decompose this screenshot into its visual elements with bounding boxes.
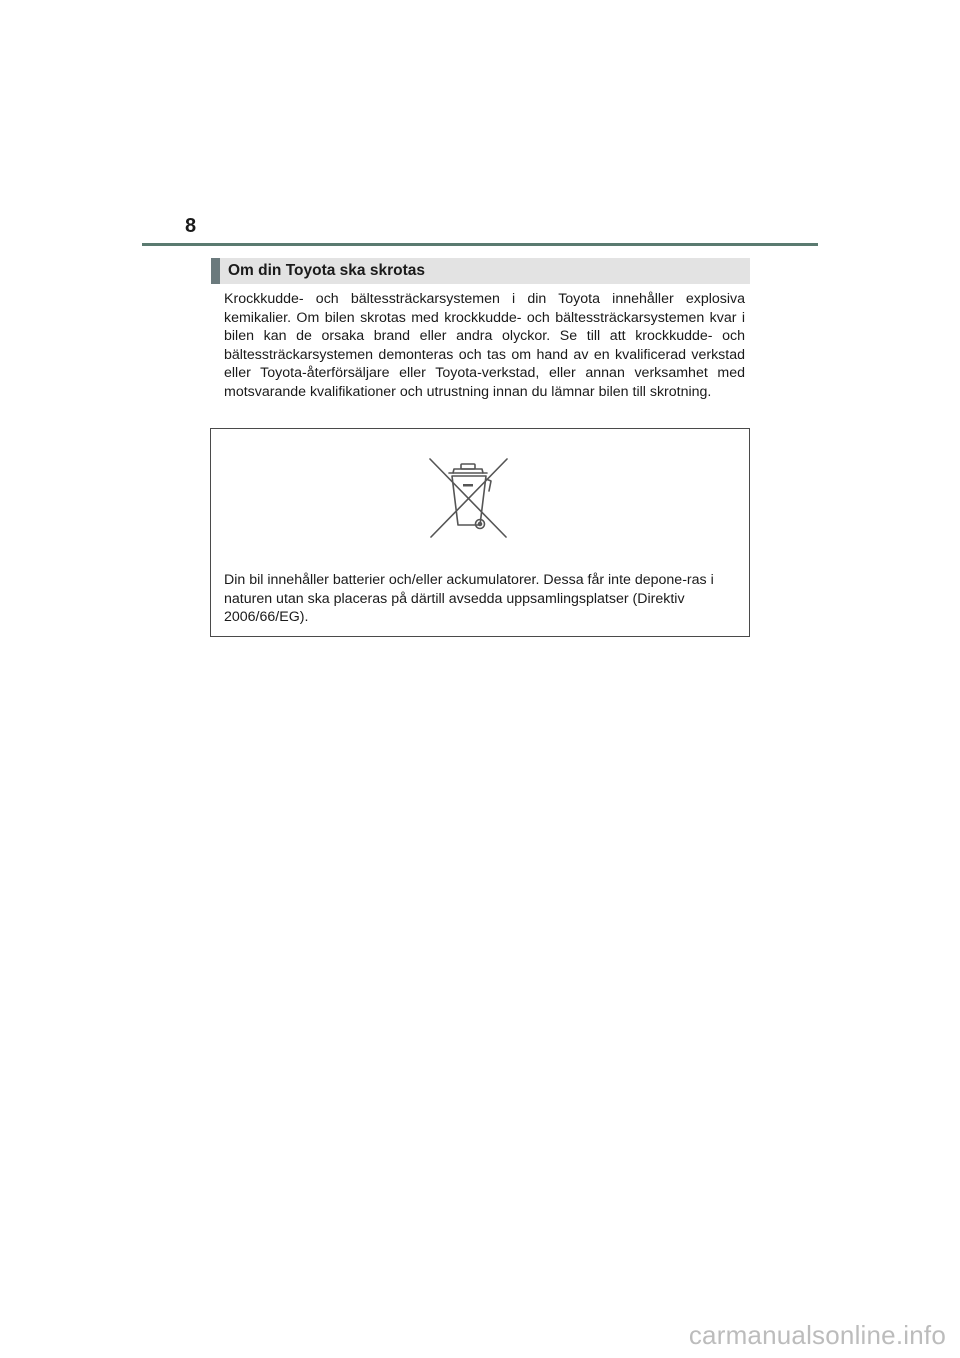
header-rule	[142, 243, 818, 246]
battery-notice-box	[210, 428, 750, 637]
watermark-text: carmanualsonline.info	[688, 1320, 946, 1350]
battery-notice-text: Din bil innehåller batterier och/eller ackumulatorer. Dessa får inte depone-ras i naturen utan ska placeras på därtill avsedda uppsamlingsplatser (Direktiv 2006/66/EG).	[224, 572, 714, 625]
crossed-out-wheelie-bin-icon	[427, 457, 509, 539]
section-heading: Om din Toyota ska skrotas	[211, 258, 750, 284]
page-number: 8	[185, 215, 197, 237]
body-paragraph: Krockkudde- och bältessträckarsystemen i din Toyota innehåller explosiva kemikalier. Om bilen skrotas med krockkudde- och bältessträckarsystemen kvar i bilen kan de orsaka brand eller andra olyckor. Se till att krockkudde- och bältessträckarsystemen demonteras och tas om hand av en kvalificerad verkstad eller Toyota-återförsäljare eller Toyota-verkstad, eller annan verksamhet med motsvarande kvalifikationer och utrustning innan du lämnar bilen till skrotning.	[224, 291, 745, 400]
